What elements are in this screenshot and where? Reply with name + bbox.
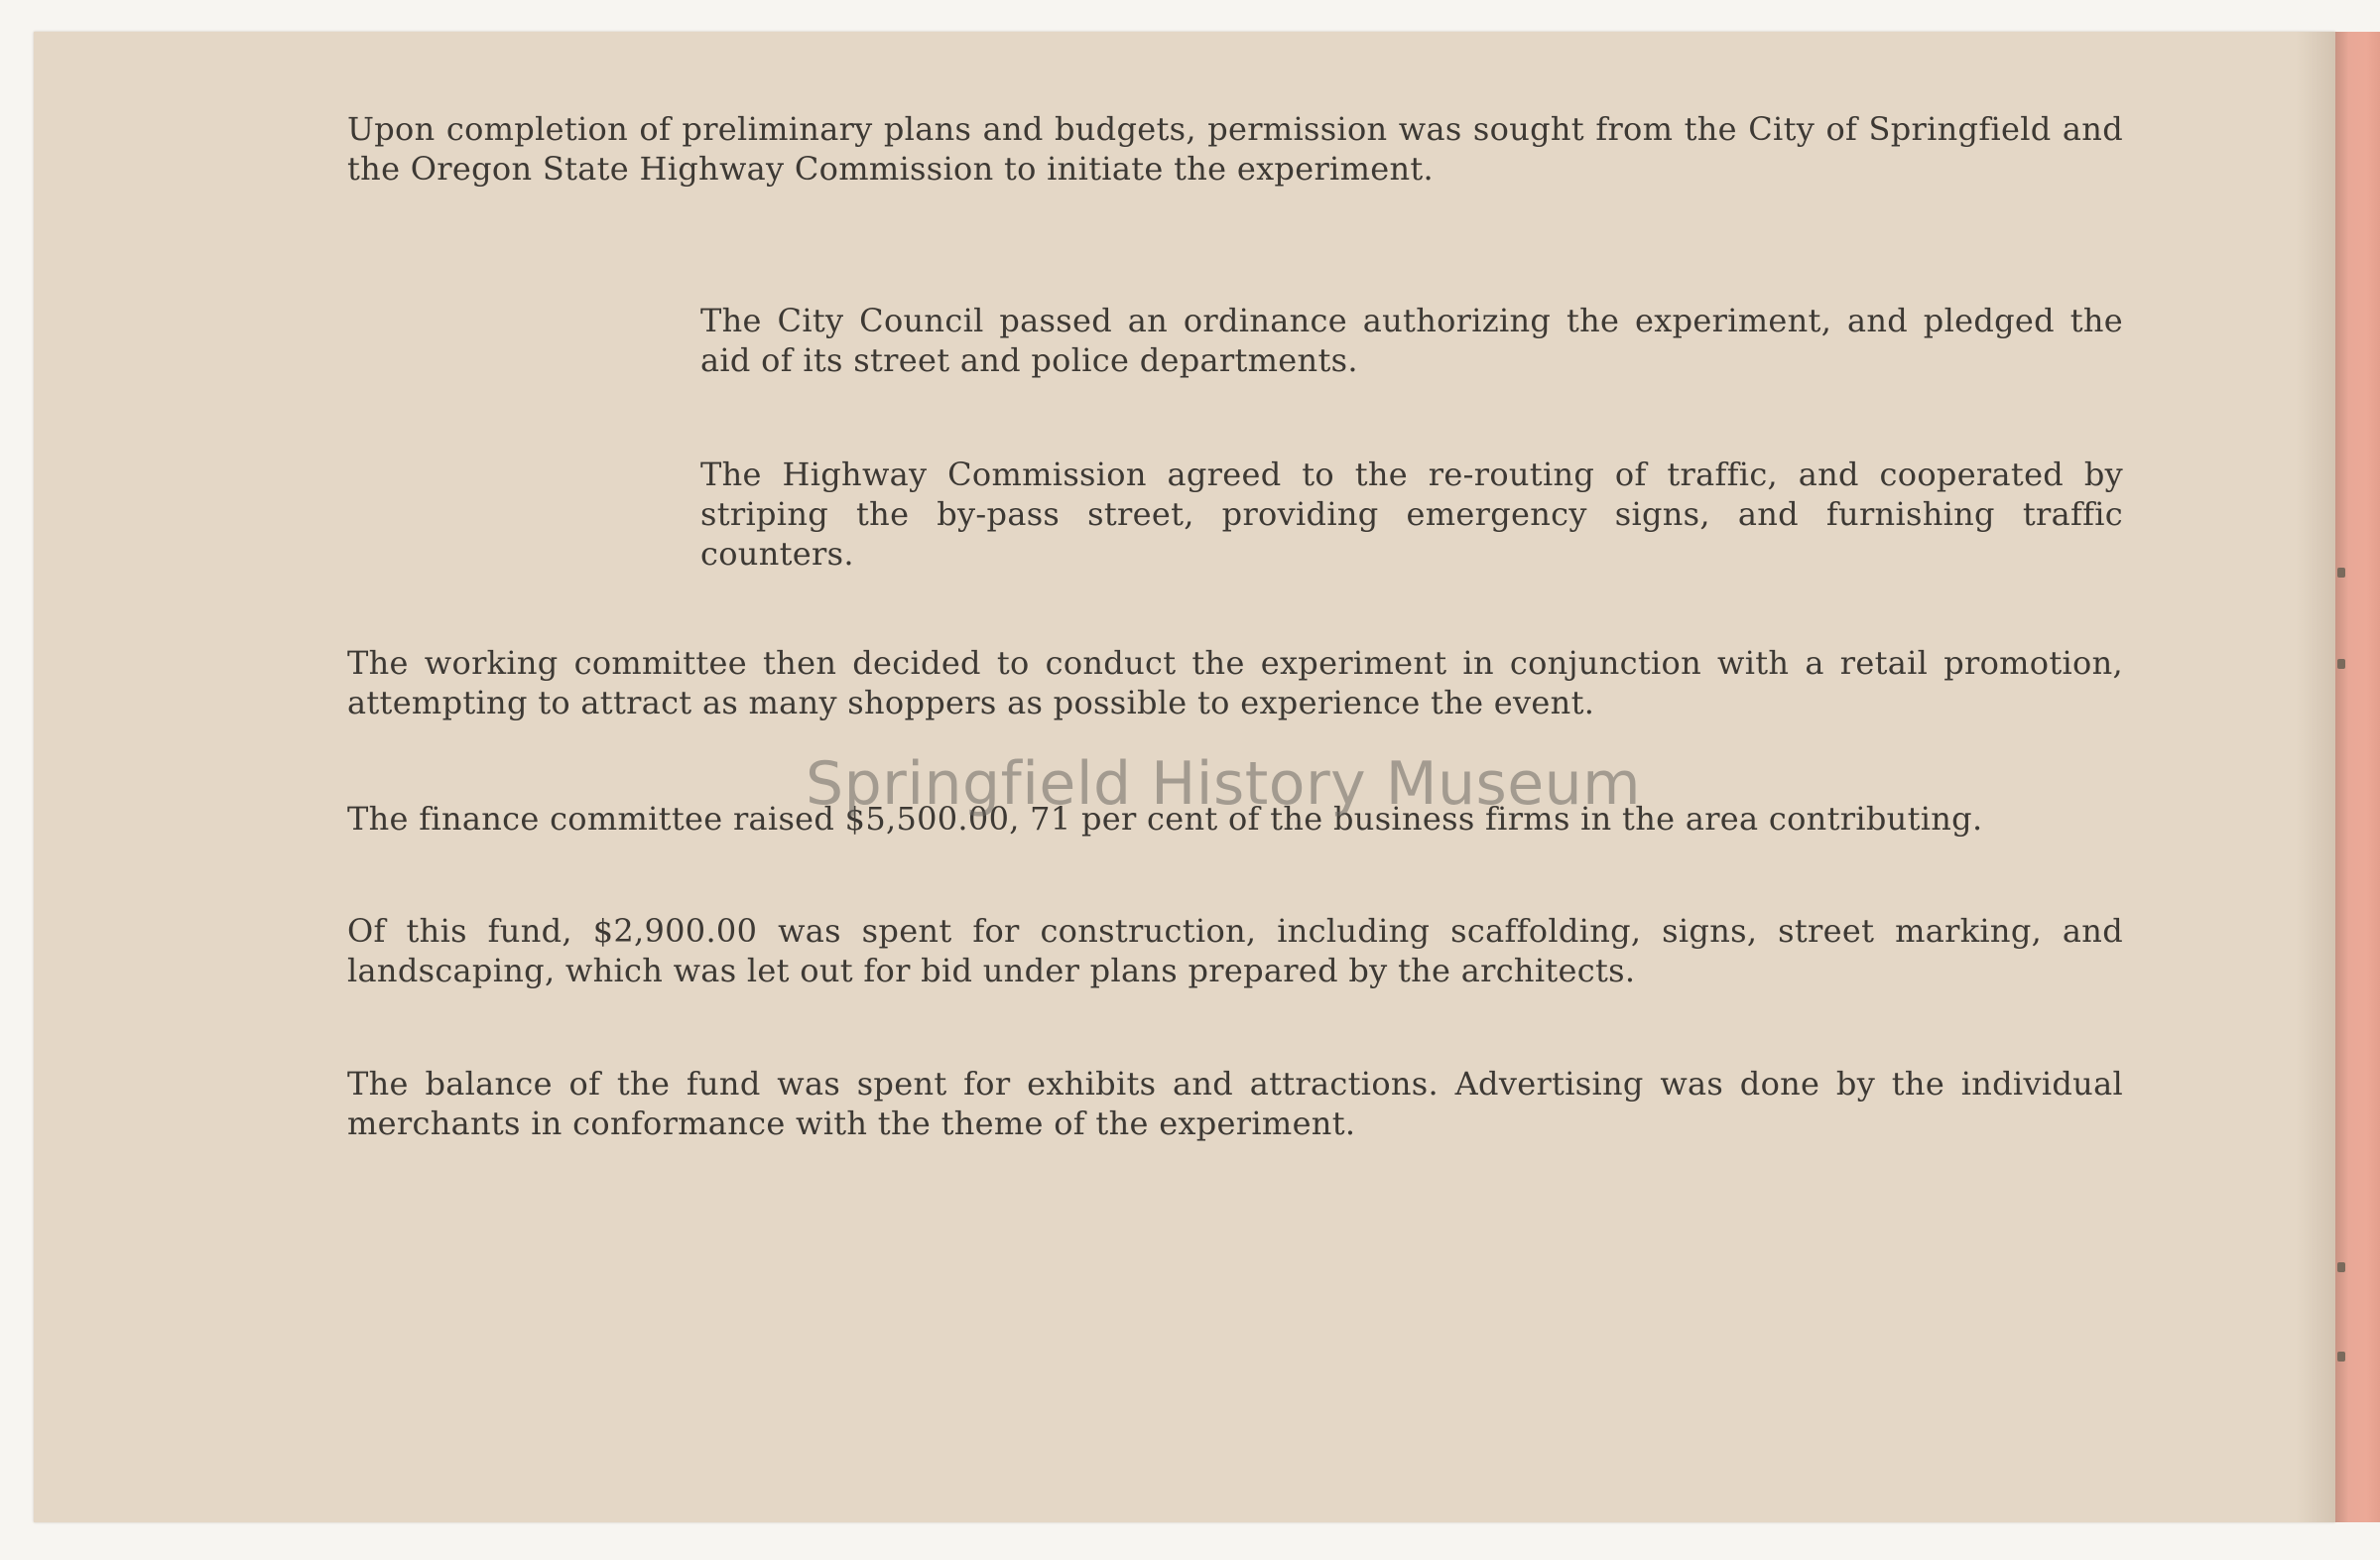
staple-top <box>2337 568 2345 578</box>
page-edge-shadow <box>2296 32 2335 1522</box>
paragraph-construction-fund: Of this fund, $2,900.00 was spent for construction, including scaffolding, signs, street marking, and landscaping, which was let out for bid under plans prepared by the architects. <box>347 912 2123 989</box>
paragraph-finance-committee: The finance committee raised $5,500.00, 71 per cent of the business firms in the area contributing. <box>347 800 1983 838</box>
pink-binding-spine <box>2335 32 2380 1522</box>
paragraph-preliminary-plans: Upon completion of preliminary plans and budgets, permission was sought from the City of Springfield and the Oregon State Highway Commission to initiate the experiment. <box>347 110 2123 188</box>
paragraph-highway-commission: The Highway Commission agreed to the re-routing of traffic, and cooperated by striping the by-pass street, providing emergency signs, and furnishing traffic counters. <box>700 455 2123 573</box>
staple-bottom <box>2337 1352 2345 1362</box>
paragraph-city-council: The City Council passed an ordinance authorizing the experiment, and pledged the aid of its street and police departments. <box>700 302 2123 379</box>
staple-lower <box>2337 1262 2345 1272</box>
document-page <box>34 32 2335 1522</box>
paragraph-working-committee: The working committee then decided to conduct the experiment in conjunction with a retail promotion, attempting to attract as many shoppers as possible to experience the event. <box>347 644 2123 721</box>
staple-upper <box>2337 659 2345 669</box>
museum-watermark: Springfield History Museum <box>806 749 1642 819</box>
paragraph-fund-balance: The balance of the fund was spent for exhibits and attractions. Advertising was done by the individual merchants in conformance with the theme of the experiment. <box>347 1065 2123 1142</box>
